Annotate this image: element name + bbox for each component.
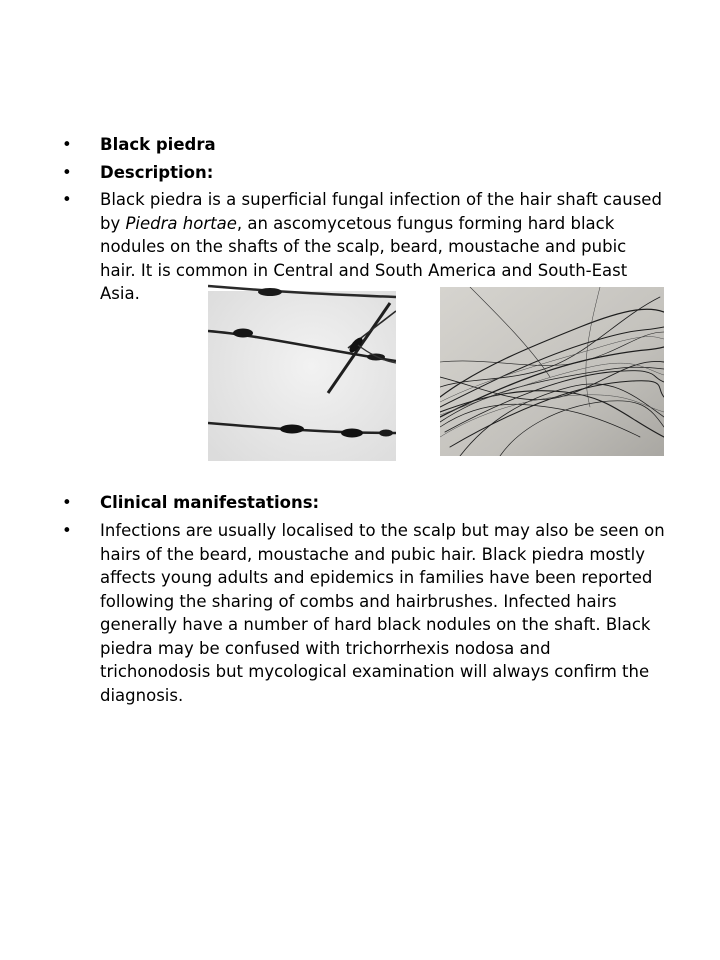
description-text-start: Black piedra is a superficial fungal infection of the hair shaft caused by bbox=[100, 190, 662, 233]
clinical-item bbox=[62, 519, 665, 707]
bullet: • bbox=[62, 521, 72, 540]
description-label: Description: bbox=[100, 163, 214, 182]
bullet: • bbox=[62, 190, 72, 209]
bullet: • bbox=[62, 135, 72, 154]
description-label-item bbox=[62, 161, 662, 185]
heading-item bbox=[62, 133, 662, 157]
page-title: Black piedra bbox=[100, 135, 216, 154]
bullet: • bbox=[62, 493, 72, 512]
description-text-end: , an ascomycetous fungus forming hard black nodules on the shafts of the scalp, beard, moustache and pubic hair. It is common in Central and South America and South-East Asia. bbox=[100, 213, 628, 303]
hair-photo-graphic bbox=[440, 287, 664, 456]
hair-tuft-photo bbox=[440, 287, 664, 456]
hair-nodules-micrograph bbox=[208, 283, 396, 468]
clinical-label-item bbox=[62, 491, 662, 515]
micrograph-graphic bbox=[208, 283, 396, 468]
clinical-paragraph: Infections are usually localised to the scalp but may also be seen on hairs of the beard, moustache and pubic hair. Black piedra mostly affects young adults and epidemics in families have been reported following the sharing of combs and hairbrushes. Infected hairs generally have a number of hard black nodules on the shaft. Black piedra may be confused with trichorrhexis nodosa and trichonodosis but mycological examination will always confirm the diagnosis. bbox=[100, 521, 665, 705]
clinical-label: Clinical manifestations: bbox=[100, 493, 320, 512]
bullet: • bbox=[62, 163, 72, 182]
organism-name: Piedra hortae bbox=[125, 213, 237, 233]
